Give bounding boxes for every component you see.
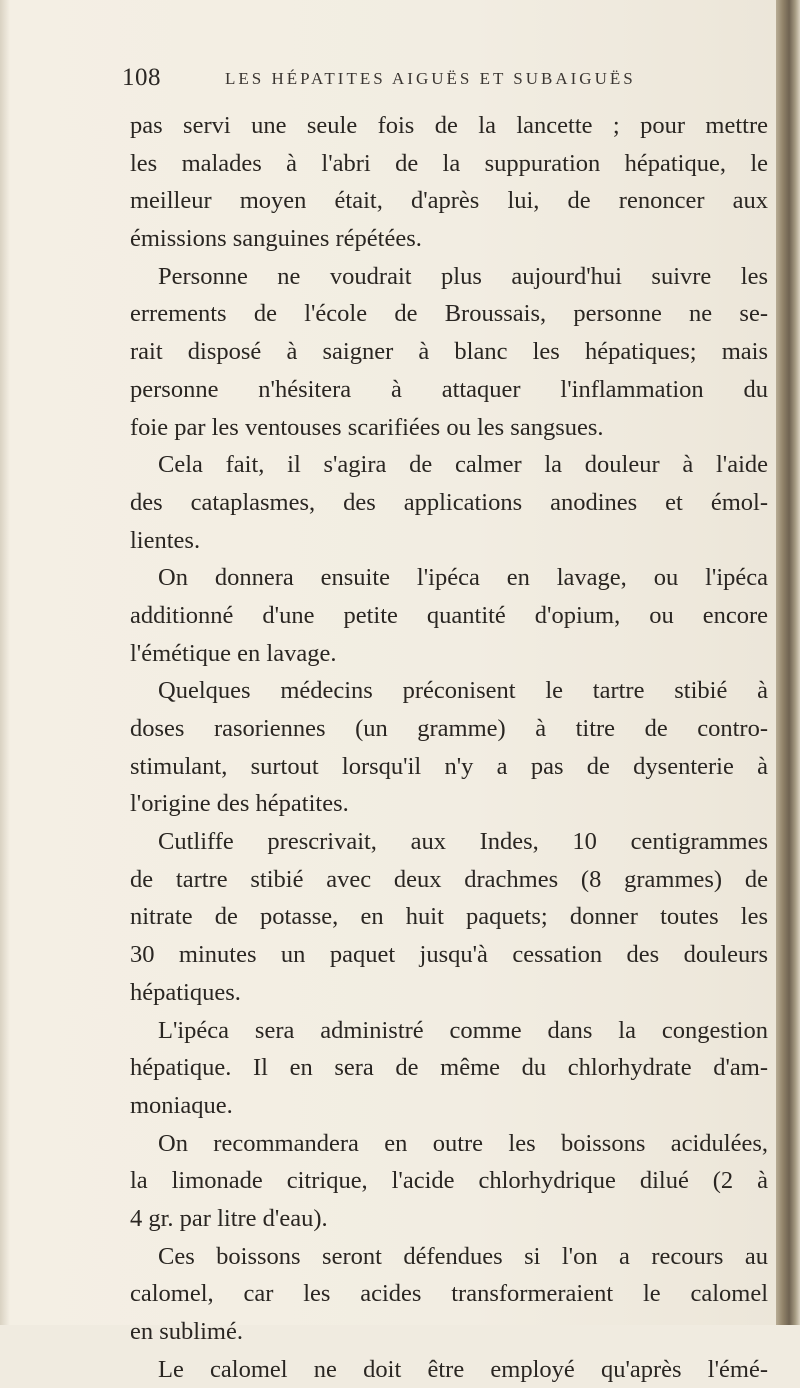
- text-line: pas servi une seule fois de la lancette ; pour mettre: [130, 112, 768, 139]
- text-line: nitrate de potasse, en huit paquets; donner toutes les: [130, 903, 768, 931]
- text-line: On recommandera en outre les boissons acidulées,: [158, 1129, 768, 1157]
- page-left-shadow: [0, 0, 10, 1325]
- text-line: rait disposé à saigner à blanc les hépatiques; mais: [130, 338, 768, 366]
- running-title: LES HÉPATITES AIGUËS ET SUBAIGUËS: [225, 69, 636, 88]
- text-line: Ces boissons seront défendues si l'on a recours au: [158, 1242, 768, 1270]
- text-line: les malades à l'abri de la suppuration hépatique, le: [130, 149, 768, 177]
- text-line: de tartre stibié avec deux drachmes (8 grammes) de: [130, 865, 768, 893]
- text-line: moniaque.: [130, 1091, 233, 1119]
- text-line: hépatique. Il en sera de même du chlorhydrate d'am-: [130, 1054, 768, 1082]
- text-line: L'ipéca sera administré comme dans la congestion: [158, 1016, 768, 1044]
- text-line: personne n'hésitera à attaquer l'inflammation du: [130, 375, 768, 403]
- text-line: émissions sanguines répétées.: [130, 225, 422, 253]
- text-line: stimulant, surtout lorsqu'il n'y a pas de dysenterie à: [130, 752, 768, 780]
- text-line: meilleur moyen était, d'après lui, de renoncer aux: [130, 187, 768, 215]
- text-line: Le calomel ne doit être employé qu'après l'émé-: [158, 1355, 768, 1383]
- text-line: calomel, car les acides transformeraient le calomel: [130, 1280, 768, 1308]
- text-line: foie par les ventouses scarifiées ou les sangsues.: [130, 413, 604, 441]
- text-line: errements de l'école de Broussais, personne ne se-: [130, 300, 768, 328]
- text-line: l'origine des hépatites.: [130, 790, 349, 818]
- text-line: hépatiques.: [130, 978, 241, 1006]
- text-line: On donnera ensuite l'ipéca en lavage, ou l'ipéca: [158, 564, 768, 592]
- text-line: Personne ne voudrait plus aujourd'hui suivre les: [158, 262, 768, 290]
- text-line: Quelques médecins préconisent le tartre stibié à: [158, 677, 768, 705]
- text-line: Cela fait, il s'agira de calmer la douleur à l'aide: [158, 451, 768, 479]
- text-line: des cataplasmes, des applications anodines et émol-: [130, 488, 768, 516]
- running-head: [122, 64, 772, 98]
- text-line: la limonade citrique, l'acide chlorhydrique dilué (2 à: [130, 1167, 768, 1195]
- text-line: 4 gr. par litre d'eau).: [130, 1204, 328, 1232]
- text-line: 30 minutes un paquet jusqu'à cessation des douleurs: [130, 941, 768, 969]
- book-binding-edge: [776, 0, 800, 1325]
- text-line: l'émétique en lavage.: [130, 639, 337, 667]
- text-line: doses rasoriennes (un gramme) à titre de contro-: [130, 715, 768, 742]
- text-line: Cutliffe prescrivait, aux Indes, 10 centigrammes: [158, 828, 768, 856]
- text-line: en sublimé.: [130, 1318, 243, 1345]
- text-line: additionné d'une petite quantité d'opium, ou encore: [130, 601, 768, 629]
- body-text: [130, 107, 768, 1388]
- page-number: 108: [122, 64, 161, 91]
- text-line: lientes.: [130, 526, 201, 554]
